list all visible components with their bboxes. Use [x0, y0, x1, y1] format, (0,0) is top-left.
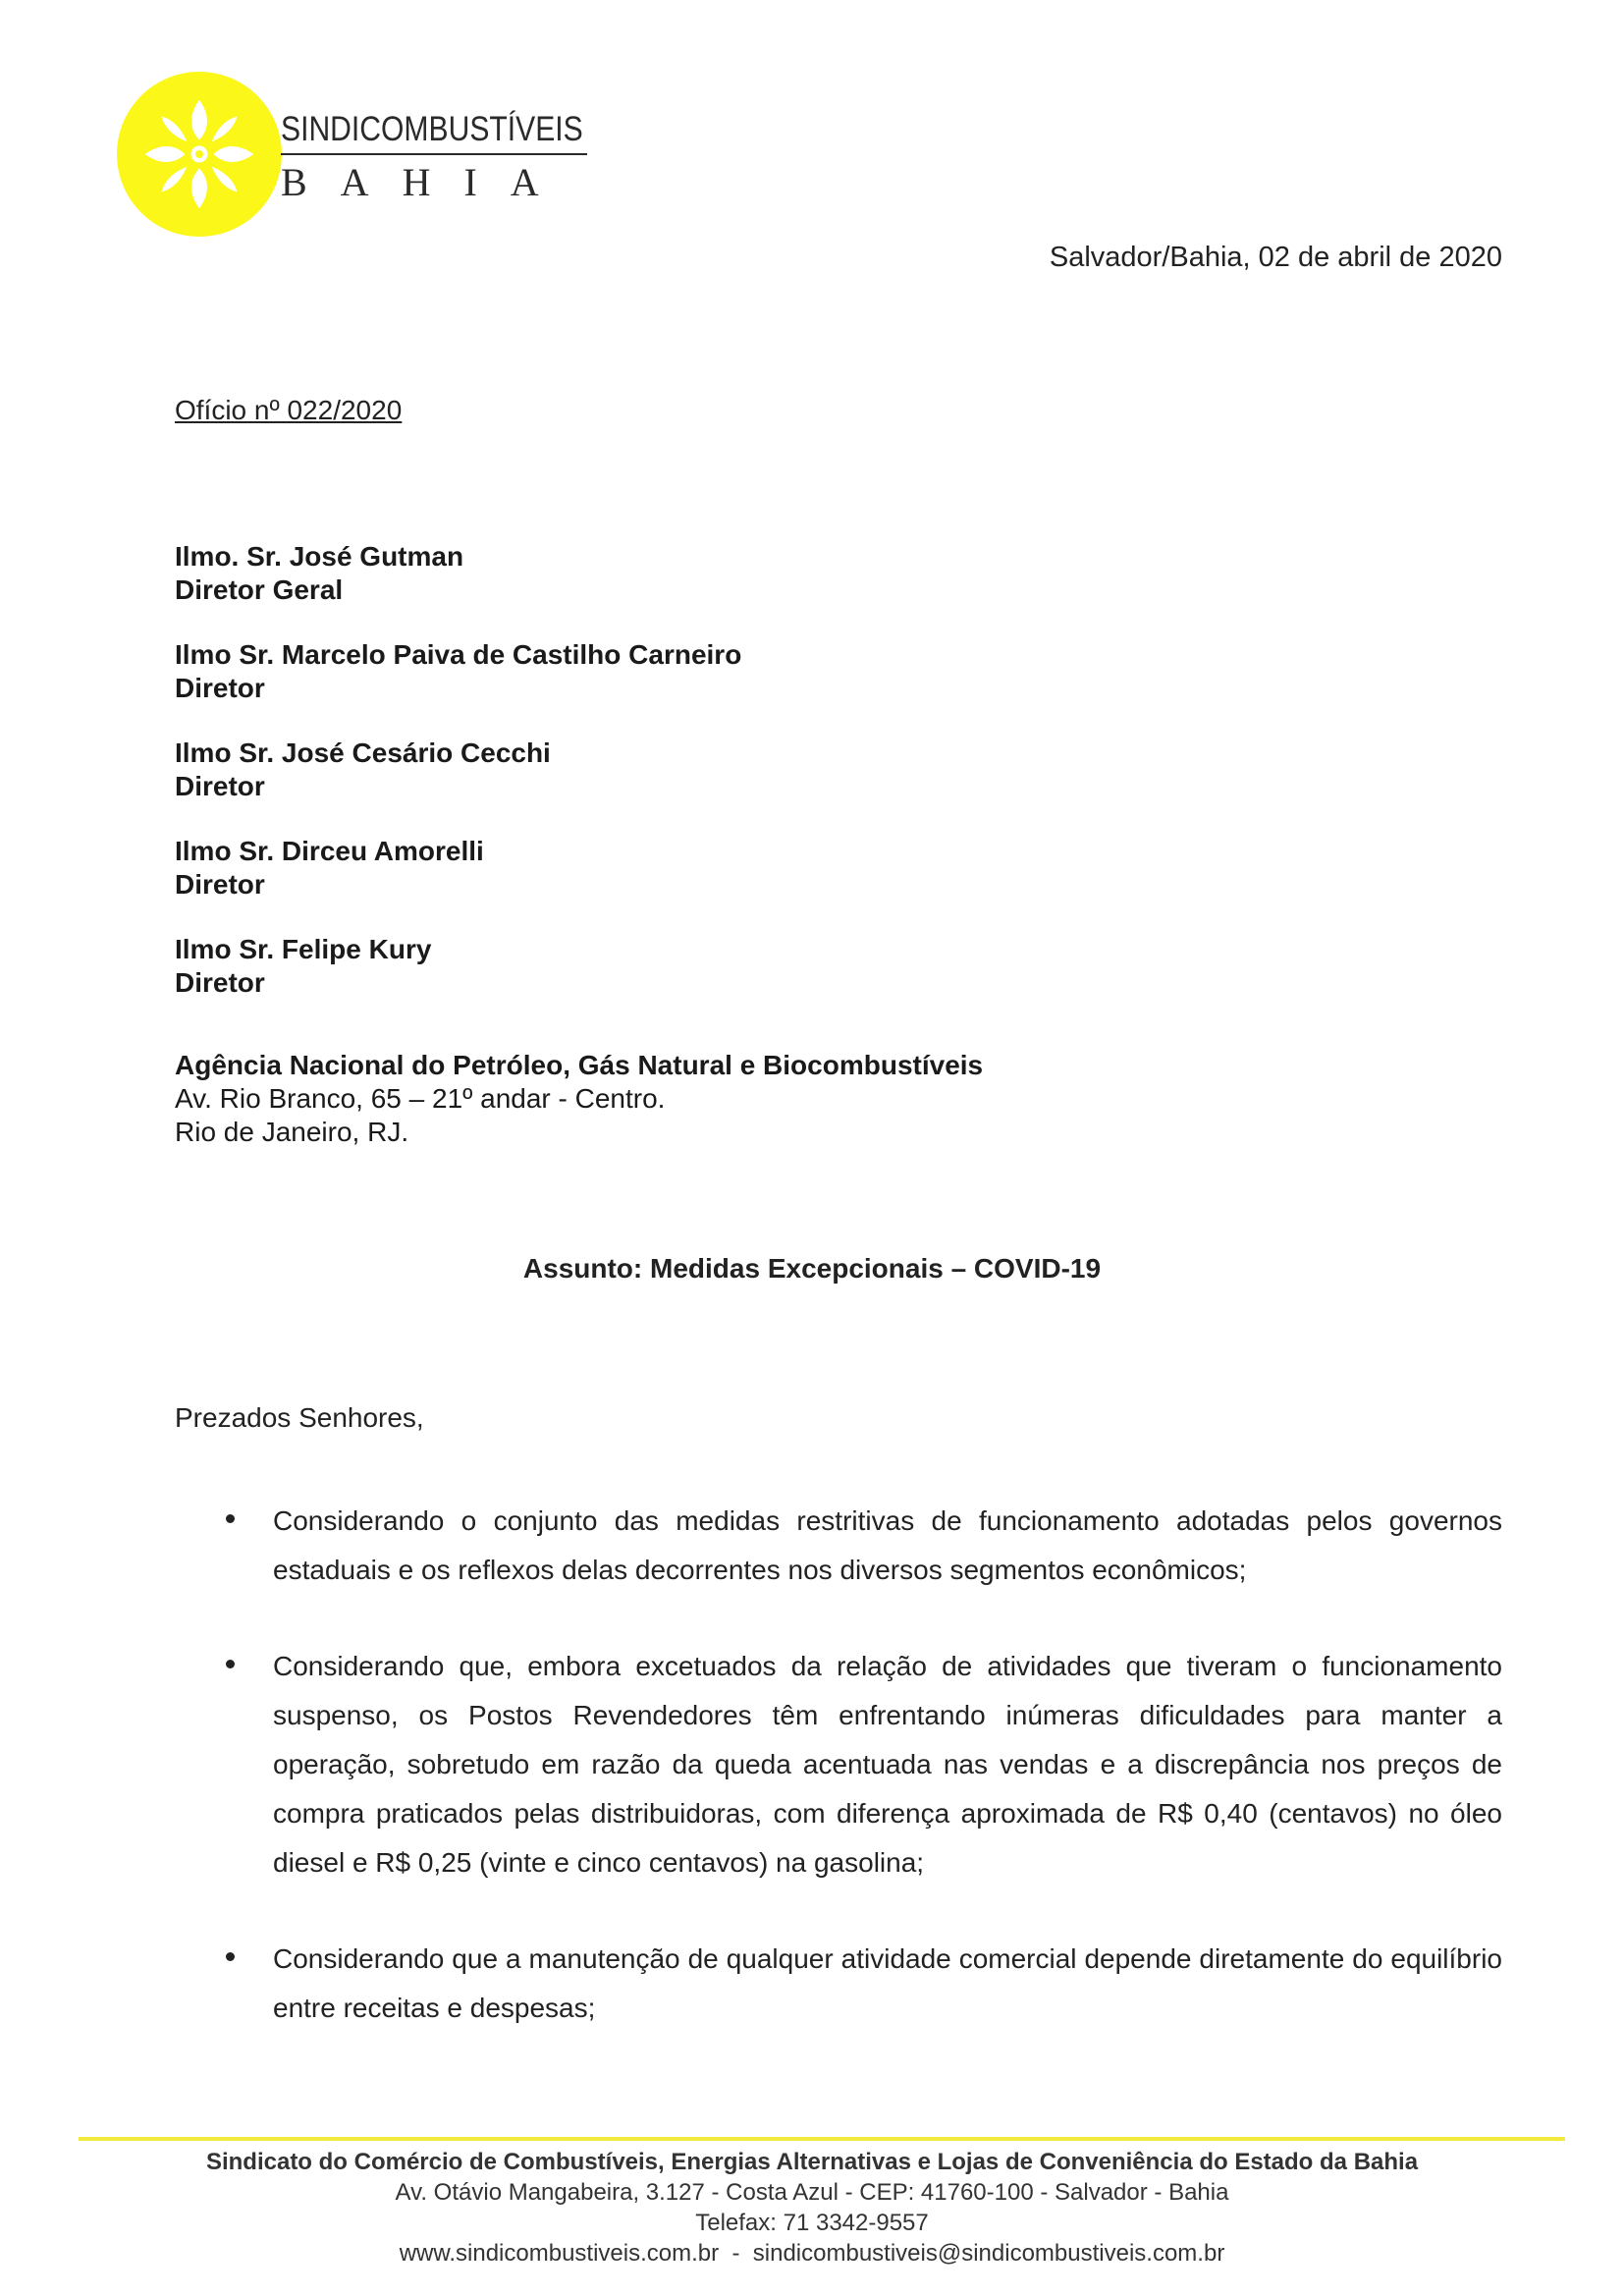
addressee-role: Diretor [175, 673, 265, 703]
addressee-name: Ilmo Sr. Felipe Kury [175, 934, 432, 964]
flower-logo-icon [116, 71, 283, 238]
agency-address-line: Av. Rio Branco, 65 – 21º andar - Centro. [175, 1083, 666, 1114]
date-line: Salvador/Bahia, 02 de abril de 2020 [1049, 242, 1502, 273]
subject-line: Assunto: Medidas Excepcionais – COVID-19 [522, 1253, 1102, 1284]
list-item [175, 1642, 1502, 1887]
footer-divider [79, 2137, 1565, 2141]
addressee [175, 540, 741, 607]
list-item [175, 1497, 1502, 1595]
agency-block [175, 1049, 983, 1149]
greeting: Prezados Senhores, [175, 1402, 424, 1433]
considerations-list [175, 1497, 1502, 2080]
footer-organization: Sindicato do Comércio de Combustíveis, Energias Alternativas e Lojas de Conveniência do Estado da Bahia [205, 2149, 1419, 2175]
bullet-icon [226, 1952, 235, 1961]
addressee [175, 638, 741, 705]
brand-divider [281, 153, 587, 155]
addressee-name: Ilmo. Sr. José Gutman [175, 541, 464, 572]
bullet-icon [226, 1514, 235, 1523]
addressee-name: Ilmo Sr. Dirceu Amorelli [175, 836, 484, 866]
addressee-role: Diretor [175, 967, 265, 998]
footer-address: Av. Otávio Mangabeira, 3.127 - Costa Azul - CEP: 41760-100 - Salvador - Bahia [395, 2179, 1229, 2206]
addressee-role: Diretor [175, 771, 265, 801]
addressee-role: Diretor Geral [175, 574, 344, 605]
list-item-text: Considerando que, embora excetuados da relação de atividades que tiveram o funcionamento suspenso, os Postos Revendedores têm enfrentando inúmeras dificuldades para manter a operação, sobretudo em razão da queda acentuada nas vendas e a discrepância nos preços de compra praticados pelas distribuidoras, com diferença aproximada de R$ 0,40 (centavos) no óleo diesel e R$ 0,25 (vinte e cinco centavos) na gasolina; [273, 1651, 1502, 1878]
addressee-role: Diretor [175, 869, 265, 900]
brand-state: BAHIA [281, 160, 572, 204]
brand-name: SINDICOMBUSTÍVEIS [281, 110, 583, 148]
addressee [175, 933, 741, 1000]
footer-web-email: www.sindicombustiveis.com.br - sindicombustiveis@sindicombustiveis.com.br [399, 2240, 1225, 2267]
addressee-name: Ilmo Sr. José Cesário Cecchi [175, 738, 551, 768]
addressee-list [175, 540, 741, 1031]
agency-city-line: Rio de Janeiro, RJ. [175, 1117, 409, 1147]
addressee-name: Ilmo Sr. Marcelo Paiva de Castilho Carneiro [175, 639, 742, 670]
list-item-text: Considerando o conjunto das medidas restritivas de funcionamento adotadas pelos governos estaduais e os reflexos delas decorrentes nos diversos segmentos econômicos; [273, 1505, 1502, 1585]
footer [0, 2147, 1624, 2269]
list-item [175, 1935, 1502, 2033]
bullet-icon [226, 1660, 235, 1668]
footer-phone: Telefax: 71 3342-9557 [695, 2210, 929, 2236]
document-reference: Ofício nº 022/2020 [175, 395, 403, 425]
agency-name: Agência Nacional do Petróleo, Gás Natural e Biocombustíveis [175, 1050, 984, 1080]
addressee [175, 835, 741, 902]
list-item-text: Considerando que a manutenção de qualquer atividade comercial depende diretamente do equilíbrio entre receitas e despesas; [273, 1943, 1502, 2023]
addressee [175, 737, 741, 803]
